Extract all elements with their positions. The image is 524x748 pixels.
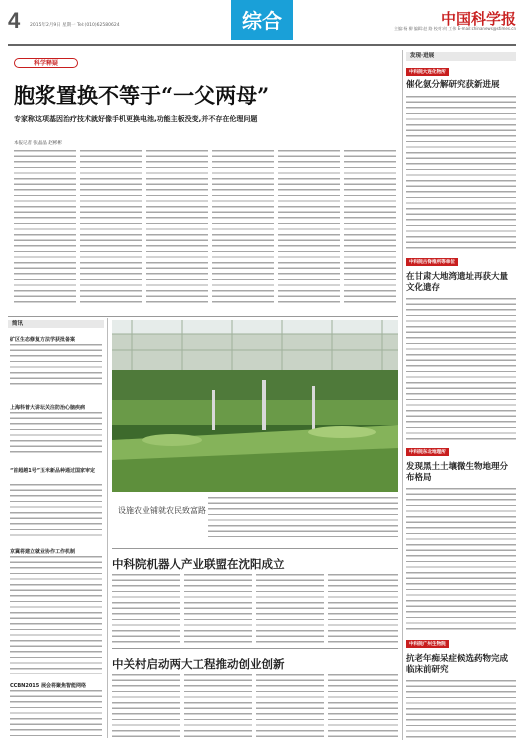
- zgc-col-4: [328, 674, 398, 738]
- feature-col-1: [14, 150, 76, 304]
- photo-caption: 设施农业铺就农民致富路: [118, 506, 206, 515]
- photo-text: [208, 497, 398, 537]
- page-info: 2015年2月9日 星期一 Tel:(010)62580624: [30, 23, 120, 28]
- zgc-title: 中关村启动两大工程推动创业创新: [112, 657, 285, 671]
- story-title-2: 在甘肃大地湾遗址再获大量文化遗存: [406, 272, 509, 293]
- zgc-col-3: [256, 674, 324, 738]
- feature-col-4: [212, 150, 274, 304]
- briefs-divider: [107, 318, 108, 738]
- brief-body-5: [10, 690, 102, 736]
- robot-col-2: [184, 574, 252, 644]
- story-title-4: 抗老年痴呆症候选药物完成临床前研究: [406, 654, 509, 675]
- brief-body-4: [10, 556, 102, 674]
- robot-col-4: [328, 574, 398, 644]
- story-title-3: 发现黑土土壤微生物地理分布格局: [406, 462, 509, 483]
- feature-title: 胞浆置换不等于“一父两母”: [14, 83, 270, 108]
- feature-rule: [8, 316, 398, 317]
- brief-title-5: CCBN2015 展会将聚焦智能网络: [10, 683, 86, 689]
- page-header: [0, 0, 524, 36]
- right-heading: 发现·进展: [406, 52, 516, 61]
- feature-col-5: [278, 150, 340, 304]
- brief-title-3: “首超越1号”玉米新品种通过国家审定: [10, 468, 96, 474]
- robot-title: 中科院机器人产业联盟在沈阳成立: [112, 557, 285, 571]
- story-tag-2: 中科院古脊椎所等单位: [406, 258, 458, 266]
- greenhouse-illustration: [112, 320, 398, 492]
- story-body-2: [406, 298, 516, 440]
- photo-rule: [112, 548, 398, 549]
- brief-body-1: [10, 344, 102, 388]
- right-column: [406, 50, 516, 740]
- robot-col-1: [112, 574, 180, 644]
- story-tag-3: 中科院东北地理所: [406, 448, 449, 456]
- robot-col-3: [256, 574, 324, 644]
- editor-info: 主编:杨 柳 编辑:赵 路 校对:何 工伟 E-mail:chinanews@stimes.cn: [394, 26, 516, 31]
- story-body-3: [406, 488, 516, 630]
- zgc-col-1: [112, 674, 180, 738]
- feature-tag: 科学释疑: [14, 58, 78, 68]
- newspaper-logo: 中国科学报: [440, 10, 516, 28]
- greenhouse-photo: [112, 320, 398, 492]
- story-tag-1: 中科院大连化物所: [406, 68, 449, 76]
- header-rule: [8, 44, 516, 46]
- story-body-1: [406, 96, 516, 250]
- brief-body-3: [10, 484, 102, 536]
- story-tag-4: 中科院广州生物院: [406, 640, 449, 648]
- page-number: 4: [8, 8, 21, 33]
- story-title-1: 催化氨分解研究获新进展: [406, 80, 500, 90]
- section-title: 综合: [231, 0, 293, 40]
- brief-body-2: [10, 412, 102, 456]
- feature-subtitle: 专家称这项基因治疗技术就好像手机更换电池,功能主板没变,并不存在伦理问题: [14, 115, 258, 123]
- brief-title-4: 京冀将建立就业协作工作机制: [10, 549, 76, 555]
- feature-col-2: [80, 150, 142, 304]
- right-divider: [402, 50, 403, 740]
- briefs-heading: 简讯: [8, 320, 104, 328]
- robot-rule: [112, 648, 398, 649]
- feature-col-6: [344, 150, 396, 304]
- zgc-col-2: [184, 674, 252, 738]
- briefs-column: [8, 318, 104, 738]
- feature-article: [8, 50, 398, 310]
- brief-title-2: 上海科普大讲坛关注防治心脑疾病: [10, 405, 86, 411]
- story-body-4: [406, 680, 516, 738]
- feature-col-3: [146, 150, 208, 304]
- feature-byline: 本报记者 张晶晶 赵彬彬: [14, 141, 62, 146]
- brief-title-1: 矿区生态修复方法学获批备案: [10, 337, 76, 343]
